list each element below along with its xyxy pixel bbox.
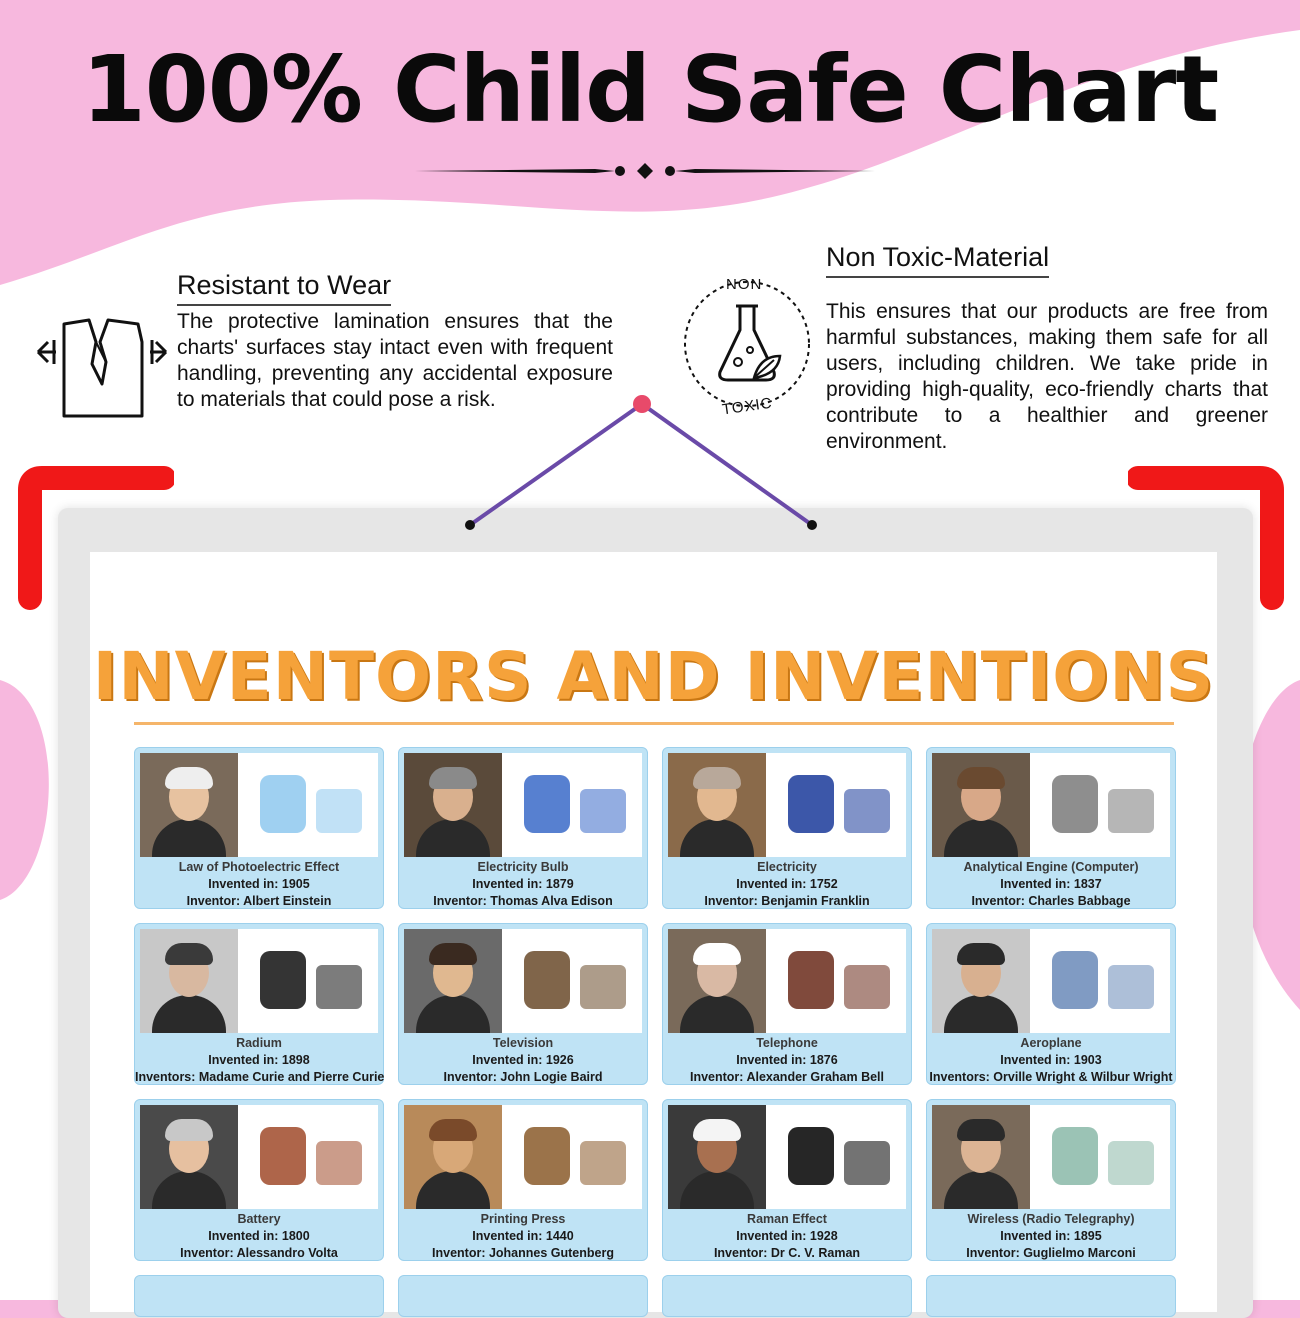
invention-card bbox=[134, 923, 384, 1085]
invention-inventor: Inventor: John Logie Baird bbox=[443, 1070, 603, 1084]
inventor-portrait bbox=[140, 1105, 238, 1209]
invention-title: Television bbox=[492, 1036, 554, 1050]
invention-inventor: Inventor: Guglielmo Marconi bbox=[966, 1246, 1136, 1260]
invention-card-cropped bbox=[134, 1275, 384, 1317]
invention-image bbox=[768, 929, 906, 1033]
invention-image bbox=[240, 1105, 378, 1209]
chart-title: INVENTORS AND INVENTIONS bbox=[92, 638, 1215, 715]
torn-shirt-icon bbox=[34, 312, 170, 422]
card-images bbox=[140, 1105, 378, 1209]
invention-inventor: Inventor: Johannes Gutenberg bbox=[432, 1246, 614, 1260]
invention-title: Printing Press bbox=[480, 1212, 566, 1226]
inventor-portrait bbox=[404, 753, 502, 857]
invention-inventor: Inventor: Charles Babbage bbox=[971, 894, 1131, 908]
card-images bbox=[932, 1105, 1170, 1209]
non-toxic-badge-bottom: TOXIC bbox=[721, 394, 774, 419]
invention-card bbox=[398, 923, 648, 1085]
page-title: 100% Child Safe Chart bbox=[81, 36, 1219, 143]
invention-card bbox=[134, 1099, 384, 1261]
card-images bbox=[140, 929, 378, 1033]
inventor-portrait bbox=[668, 929, 766, 1033]
invention-image bbox=[1032, 1105, 1170, 1209]
chart-paper bbox=[90, 552, 1217, 1312]
inventor-portrait bbox=[932, 753, 1030, 857]
inventor-portrait bbox=[932, 1105, 1030, 1209]
invention-card-cropped bbox=[926, 1275, 1176, 1317]
card-images bbox=[404, 1105, 642, 1209]
invention-image bbox=[240, 753, 378, 857]
non-toxic-badge-top: NON bbox=[726, 276, 763, 293]
invention-image bbox=[768, 1105, 906, 1209]
invention-card bbox=[398, 747, 648, 909]
card-images bbox=[668, 929, 906, 1033]
non-toxic-heading: Non Toxic-Material bbox=[826, 242, 1049, 278]
invention-inventor: Inventor: Dr C. V. Raman bbox=[713, 1246, 861, 1260]
invention-year: Invented in: 1895 bbox=[1000, 1229, 1102, 1243]
invention-title: Telephone bbox=[756, 1036, 818, 1050]
divider-ornament bbox=[415, 158, 875, 184]
inventor-portrait bbox=[932, 929, 1030, 1033]
invention-title: Raman Effect bbox=[747, 1212, 827, 1226]
invention-card bbox=[926, 923, 1176, 1085]
invention-inventor: Inventor: Thomas Alva Edison bbox=[433, 894, 613, 908]
invention-inventor: Inventors: Madame Curie and Pierre Curie bbox=[135, 1070, 385, 1084]
invention-year: Invented in: 1879 bbox=[472, 877, 574, 891]
invention-title: Analytical Engine (Computer) bbox=[963, 860, 1139, 874]
inventor-portrait bbox=[140, 753, 238, 857]
hanging-string bbox=[440, 392, 840, 532]
card-images bbox=[404, 929, 642, 1033]
invention-year: Invented in: 1898 bbox=[208, 1053, 310, 1067]
invention-year: Invented in: 1905 bbox=[208, 877, 310, 891]
invention-image bbox=[768, 753, 906, 857]
invention-card bbox=[926, 747, 1176, 909]
invention-title: Electricity bbox=[757, 860, 817, 874]
inventor-portrait bbox=[404, 1105, 502, 1209]
invention-image bbox=[240, 929, 378, 1033]
card-images bbox=[404, 753, 642, 857]
invention-inventor: Inventor: Alexander Graham Bell bbox=[689, 1070, 885, 1084]
invention-card bbox=[926, 1099, 1176, 1261]
invention-year: Invented in: 1926 bbox=[472, 1053, 574, 1067]
invention-year: Invented in: 1876 bbox=[736, 1053, 838, 1067]
card-images bbox=[668, 753, 906, 857]
invention-year: Invented in: 1800 bbox=[208, 1229, 310, 1243]
chart-title-rule bbox=[134, 722, 1174, 725]
invention-card bbox=[662, 923, 912, 1085]
card-images bbox=[668, 1105, 906, 1209]
invention-year: Invented in: 1837 bbox=[1000, 877, 1102, 891]
invention-year: Invented in: 1440 bbox=[472, 1229, 574, 1243]
inventor-portrait bbox=[140, 929, 238, 1033]
invention-title: Aeroplane bbox=[1020, 1036, 1082, 1050]
invention-card-cropped bbox=[662, 1275, 912, 1317]
invention-card bbox=[398, 1099, 648, 1261]
invention-image bbox=[504, 929, 642, 1033]
inventor-portrait bbox=[668, 753, 766, 857]
non-toxic-text: This ensures that our products are free from harmful substances, making them safe for all users, including children. We take pride in providing high-quality, eco-friendly charts that contribute to a healthier and greener environment. bbox=[826, 300, 1268, 453]
invention-card bbox=[662, 747, 912, 909]
invention-title: Battery bbox=[237, 1212, 281, 1226]
invention-inventor: Inventors: Orville Wright & Wilbur Wright bbox=[929, 1070, 1173, 1084]
invention-image bbox=[504, 753, 642, 857]
invention-title: Radium bbox=[236, 1036, 282, 1050]
invention-card bbox=[134, 747, 384, 909]
invention-card-cropped bbox=[398, 1275, 648, 1317]
invention-inventor: Inventor: Albert Einstein bbox=[186, 894, 332, 908]
invention-year: Invented in: 1752 bbox=[736, 877, 838, 891]
invention-image bbox=[1032, 929, 1170, 1033]
invention-title: Law of Photoelectric Effect bbox=[178, 860, 340, 874]
invention-card bbox=[662, 1099, 912, 1261]
invention-year: Invented in: 1928 bbox=[736, 1229, 838, 1243]
invention-title: Wireless (Radio Telegraphy) bbox=[967, 1212, 1135, 1226]
inventor-portrait bbox=[404, 929, 502, 1033]
invention-image bbox=[504, 1105, 642, 1209]
card-images bbox=[140, 753, 378, 857]
card-images bbox=[932, 753, 1170, 857]
invention-image bbox=[1032, 753, 1170, 857]
invention-inventor: Inventor: Benjamin Franklin bbox=[704, 894, 870, 908]
inventor-portrait bbox=[668, 1105, 766, 1209]
resistant-heading: Resistant to Wear bbox=[177, 270, 391, 306]
card-images bbox=[932, 929, 1170, 1033]
resistant-text: The protective lamination ensures that the charts' surfaces stay intact even with frequent handling, preventing any accidental exposure to materials that could pose a risk. bbox=[177, 310, 613, 411]
invention-year: Invented in: 1903 bbox=[1000, 1053, 1102, 1067]
invention-inventor: Inventor: Alessandro Volta bbox=[180, 1246, 338, 1260]
invention-title: Electricity Bulb bbox=[477, 860, 569, 874]
